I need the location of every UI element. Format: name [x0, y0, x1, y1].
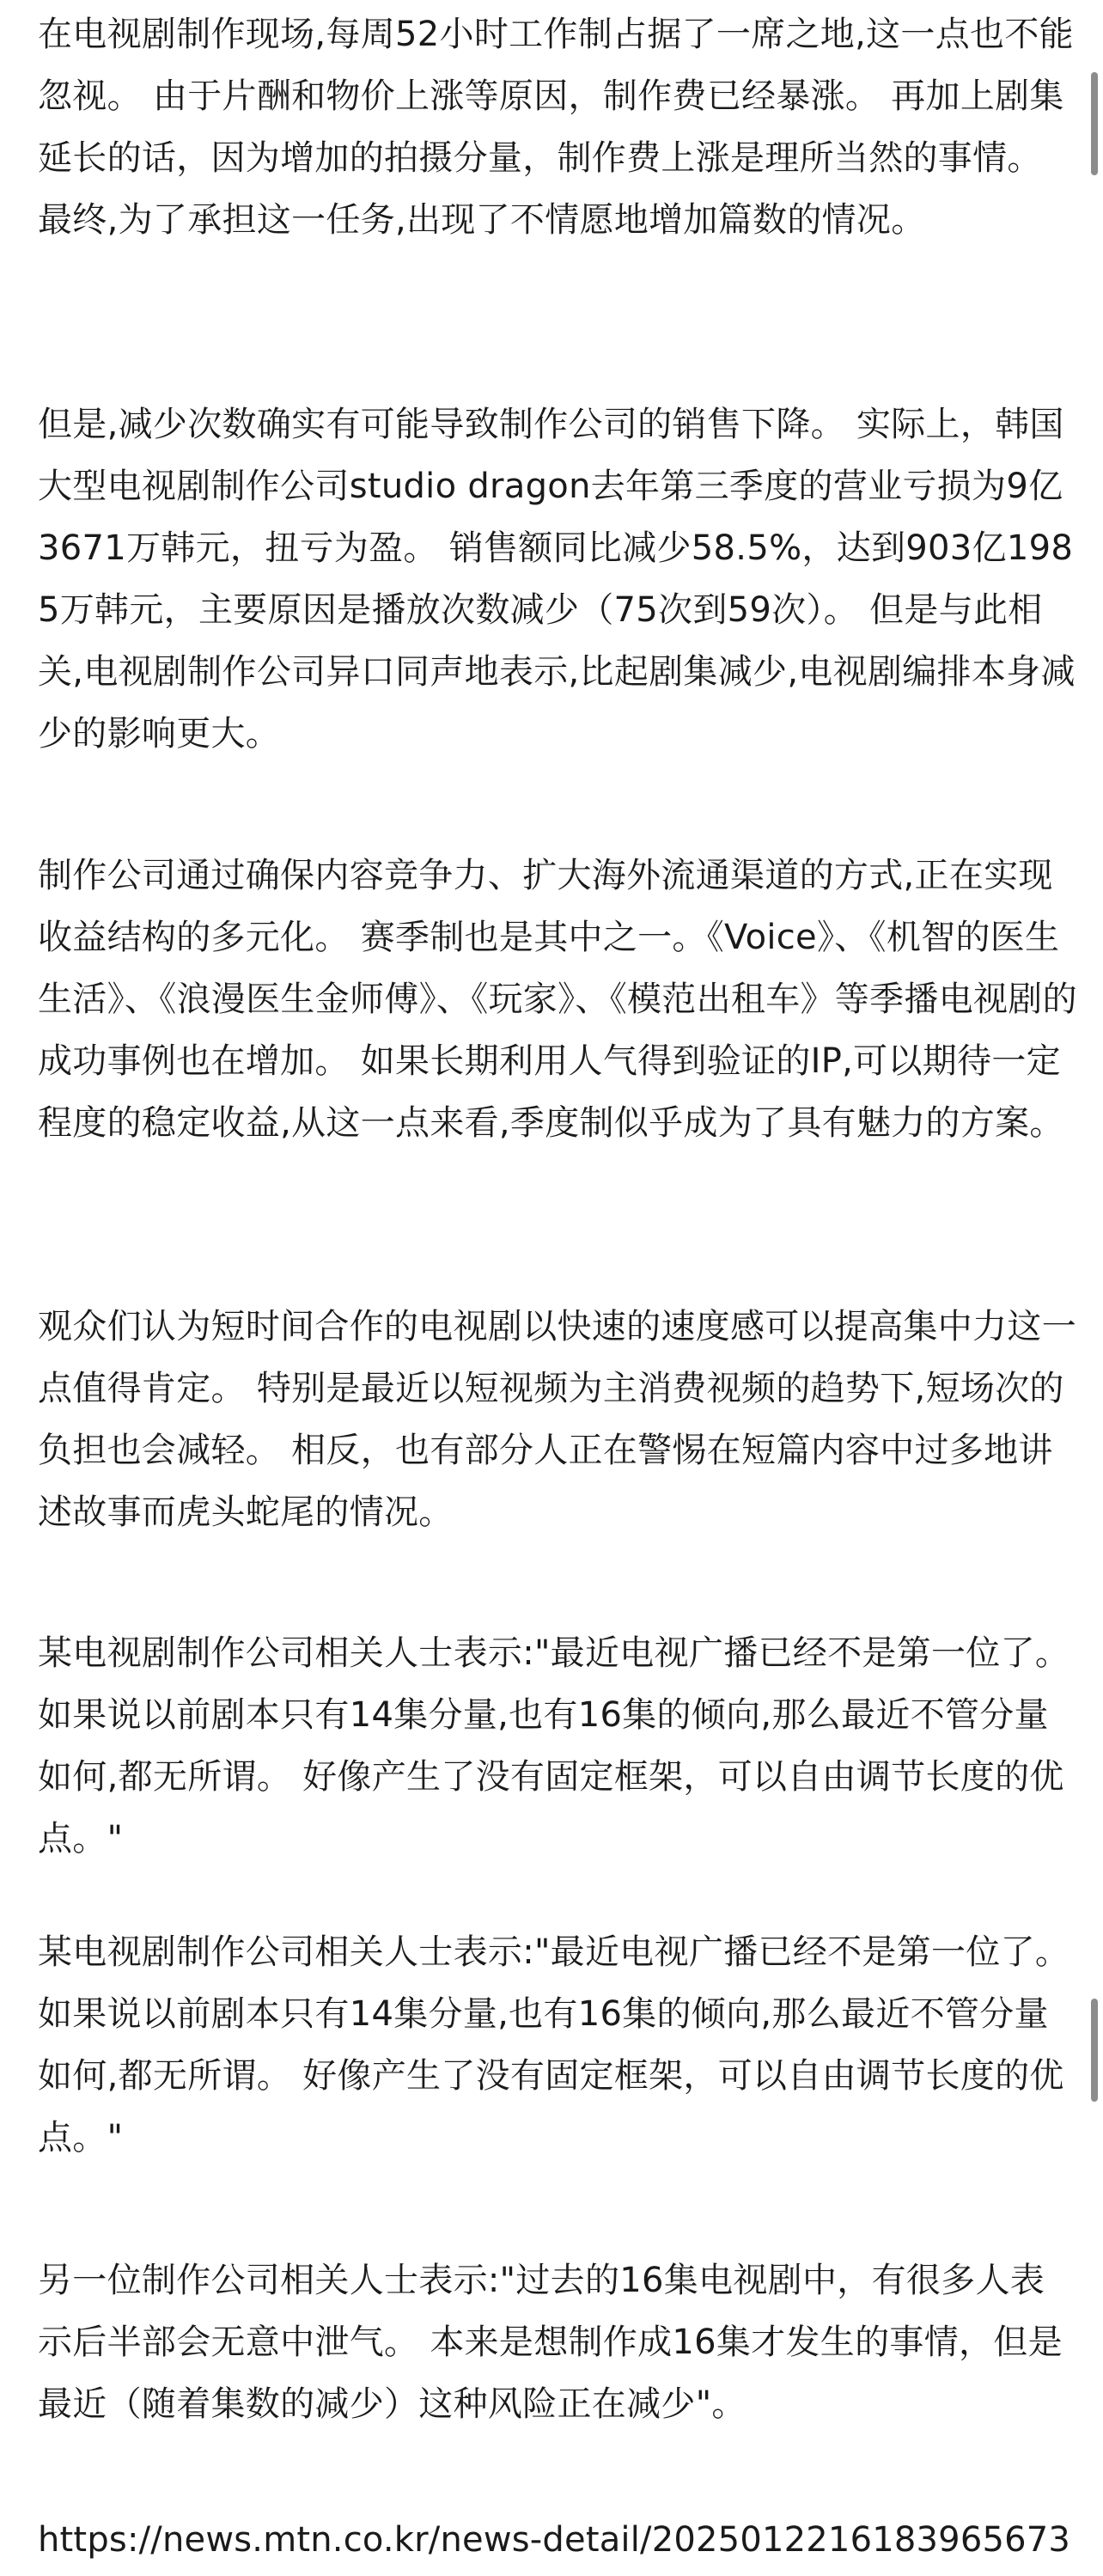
- article-paragraph-2: 但是,减少次数确实有可能导致制作公司的销售下降。 实际上，韩国大型电视剧制作公司studio dragon去年第三季度的营业亏损为9亿3671万韩元，扭亏为盈。 销售额同比减少58.5%，达到903亿1985万韩元，主要原因是播放次数减少（75次到59次）。 但是与此相关,电视剧制作公司异口同声地表示,比起剧集减少,电视剧编排本身减少的影响更大。: [38, 405, 1076, 754]
- article-paragraph-7: 另一位制作公司相关人士表示:"过去的16集电视剧中，有很多人表示后半部会无意中泄气。 本来是想制作成16集才发生的事情，但是最近（随着集数的减少）这种风险正在减少"。: [38, 2261, 1063, 2424]
- scrollbar-thumb[interactable]: [1091, 72, 1098, 175]
- source-link[interactable]: https://news.mtn.co.kr/news-detail/2025012216183965673: [38, 2520, 1071, 2560]
- article-paragraph-1: 在电视剧制作现场,每周52小时工作制占据了一席之地,这一点也不能忽视。 由于片酬和物价上涨等原因，制作费已经暴涨。 再加上剧集延长的话，因为增加的拍摄分量，制作费上涨是理所当然的事情。 最终,为了承担这一任务,出现了不情愿地增加篇数的情况。: [38, 15, 1074, 240]
- article-paragraph-3: 制作公司通过确保内容竞争力、扩大海外流通渠道的方式,正在实现收益结构的多元化。 赛季制也是其中之一。《Voice》、《机智的医生生活》、《浪漫医生金师傅》、《玩家》、《模范出租车》等季播电视剧的成功事例也在增加。 如果长期利用人气得到验证的IP,可以期待一定程度的稳定收益,从这一点来看,季度制似乎成为了具有魅力的方案。: [38, 856, 1077, 1143]
- article-paragraph-4: 观众们认为短时间合作的电视剧以快速的速度感可以提高集中力这一点值得肯定。 特别是最近以短视频为主消费视频的趋势下,短场次的负担也会减轻。 相反，也有部分人正在警惕在短篇内容中过多地讲述故事而虎头蛇尾的情况。: [38, 1307, 1076, 1532]
- scrollbar-thumb[interactable]: [1091, 1999, 1098, 2102]
- article-paragraph-6: 某电视剧制作公司相关人士表示:"最近电视广播已经不是第一位了。 如果说以前剧本只有14集分量,也有16集的倾向,那么最近不管分量如何,都无所谓。 好像产生了没有固定框架，可以自由调节长度的优点。": [38, 1932, 1070, 2158]
- article-paragraph-5: 某电视剧制作公司相关人士表示:"最近电视广播已经不是第一位了。 如果说以前剧本只有14集分量,也有16集的倾向,那么最近不管分量如何,都无所谓。 好像产生了没有固定框架，可以自由调节长度的优点。": [38, 1633, 1070, 1859]
